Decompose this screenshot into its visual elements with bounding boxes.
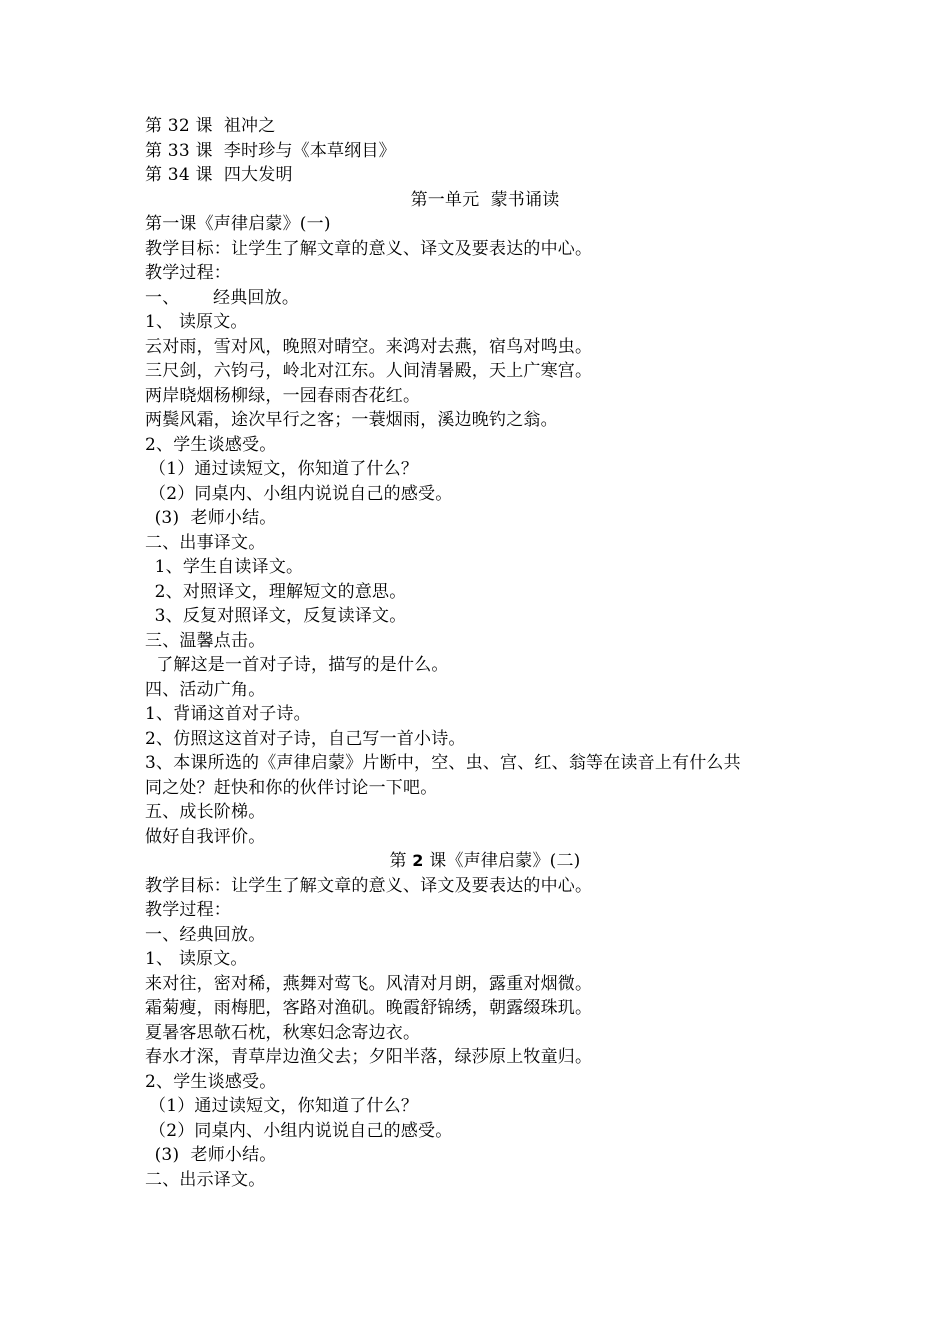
text-line: 二、出示译文。 [145, 1169, 266, 1190]
text-line: 2、仿照这这首对子诗，自己写一首小诗。 [145, 728, 466, 749]
section-heading: 第 2 课《声律启蒙》(二) [389, 851, 581, 871]
text-line: 3、反复对照译文，反复读译文。 [149, 606, 407, 626]
text-line: 三、温馨点击。 [145, 630, 266, 651]
lesson-number: 2 [412, 851, 424, 870]
text-line: 四、活动广角。 [145, 679, 266, 700]
text-line: 春水才深，青草岸边渔父去；夕阳半落，绿莎原上牧童归。 [145, 1047, 593, 1067]
text-line: 做好自我评价。 [145, 826, 266, 847]
text-line: 了解这是一首对子诗，描写的是什么。 [145, 655, 449, 675]
text-line: 三尺剑，六钧弓，岭北对江东。人间清暑殿，天上广寒宫。 [145, 361, 593, 381]
text-line: 两鬓风霜，途次早行之客；一蓑烟雨，溪边晚钓之翁。 [145, 410, 558, 430]
text-line: 1、 读原文。 [145, 949, 248, 969]
text-line: （1）通过读短文，你知道了什么？ [149, 459, 419, 479]
text-line: 教学过程： [145, 263, 231, 283]
text-line: (3) 老师小结。 [149, 508, 277, 528]
text-line: 第 34 课 四大发明 [145, 165, 293, 185]
text-line: 教学目标：让学生了解文章的意义、译文及要表达的中心。 [145, 238, 593, 259]
text-line: 第一课《声律启蒙》(一) [145, 214, 331, 234]
text-line: 3、本课所选的《声律启蒙》片断中，空、虫、宫、红、翁等在读音上有什么共 [145, 753, 741, 773]
text-line: 1、学生自读译文。 [149, 557, 304, 577]
text-line: 1、 读原文。 [145, 312, 248, 332]
text-line: 夏暑客思欹石枕，秋寒妇念寄边衣。 [145, 1022, 421, 1043]
text-line: 一、经典回放。 [145, 924, 266, 945]
document-body [145, 114, 825, 1192]
text-line: 教学目标：让学生了解文章的意义、译文及要表达的中心。 [145, 875, 593, 896]
text-line: 2、对照译文，理解短文的意思。 [149, 581, 407, 602]
text-line: 第 33 课 李时珍与《本草纲目》 [145, 140, 396, 161]
text-line: 同之处？赶快和你的伙伴讨论一下吧。 [145, 777, 438, 798]
text-line: 教学过程： [145, 900, 231, 920]
text-line: （2）同桌内、小组内说说自己的感受。 [149, 1120, 453, 1141]
text-line: (3) 老师小结。 [149, 1145, 277, 1165]
text-line: 1、背诵这首对子诗。 [145, 704, 311, 724]
text-line: 来对往，密对稀，燕舞对莺飞。风清对月朗，露重对烟微。 [145, 973, 593, 994]
text-line: （1）通过读短文，你知道了什么？ [149, 1096, 419, 1116]
text-line: 第 32 课 祖冲之 [145, 116, 276, 136]
text-line: 二、出事译文。 [145, 532, 266, 553]
text-line: 云对雨，雪对风，晚照对晴空。来鸿对去燕，宿鸟对鸣虫。 [145, 336, 593, 357]
text-line: 一、 经典回放。 [145, 287, 300, 308]
text-line: 五、成长阶梯。 [145, 802, 266, 822]
text-line: 2、学生谈感受。 [145, 1071, 277, 1092]
text-line: （2）同桌内、小组内说说自己的感受。 [149, 483, 453, 504]
text-line: 霜菊瘦，雨梅肥，客路对渔矶。晚霞舒锦绣，朝露缀珠玑。 [145, 998, 593, 1018]
text-line: 两岸晓烟杨柳绿，一园春雨杏花红。 [145, 385, 421, 406]
text-line: 2、学生谈感受。 [145, 434, 277, 455]
section-heading: 第一单元 蒙书诵读 [410, 189, 560, 210]
